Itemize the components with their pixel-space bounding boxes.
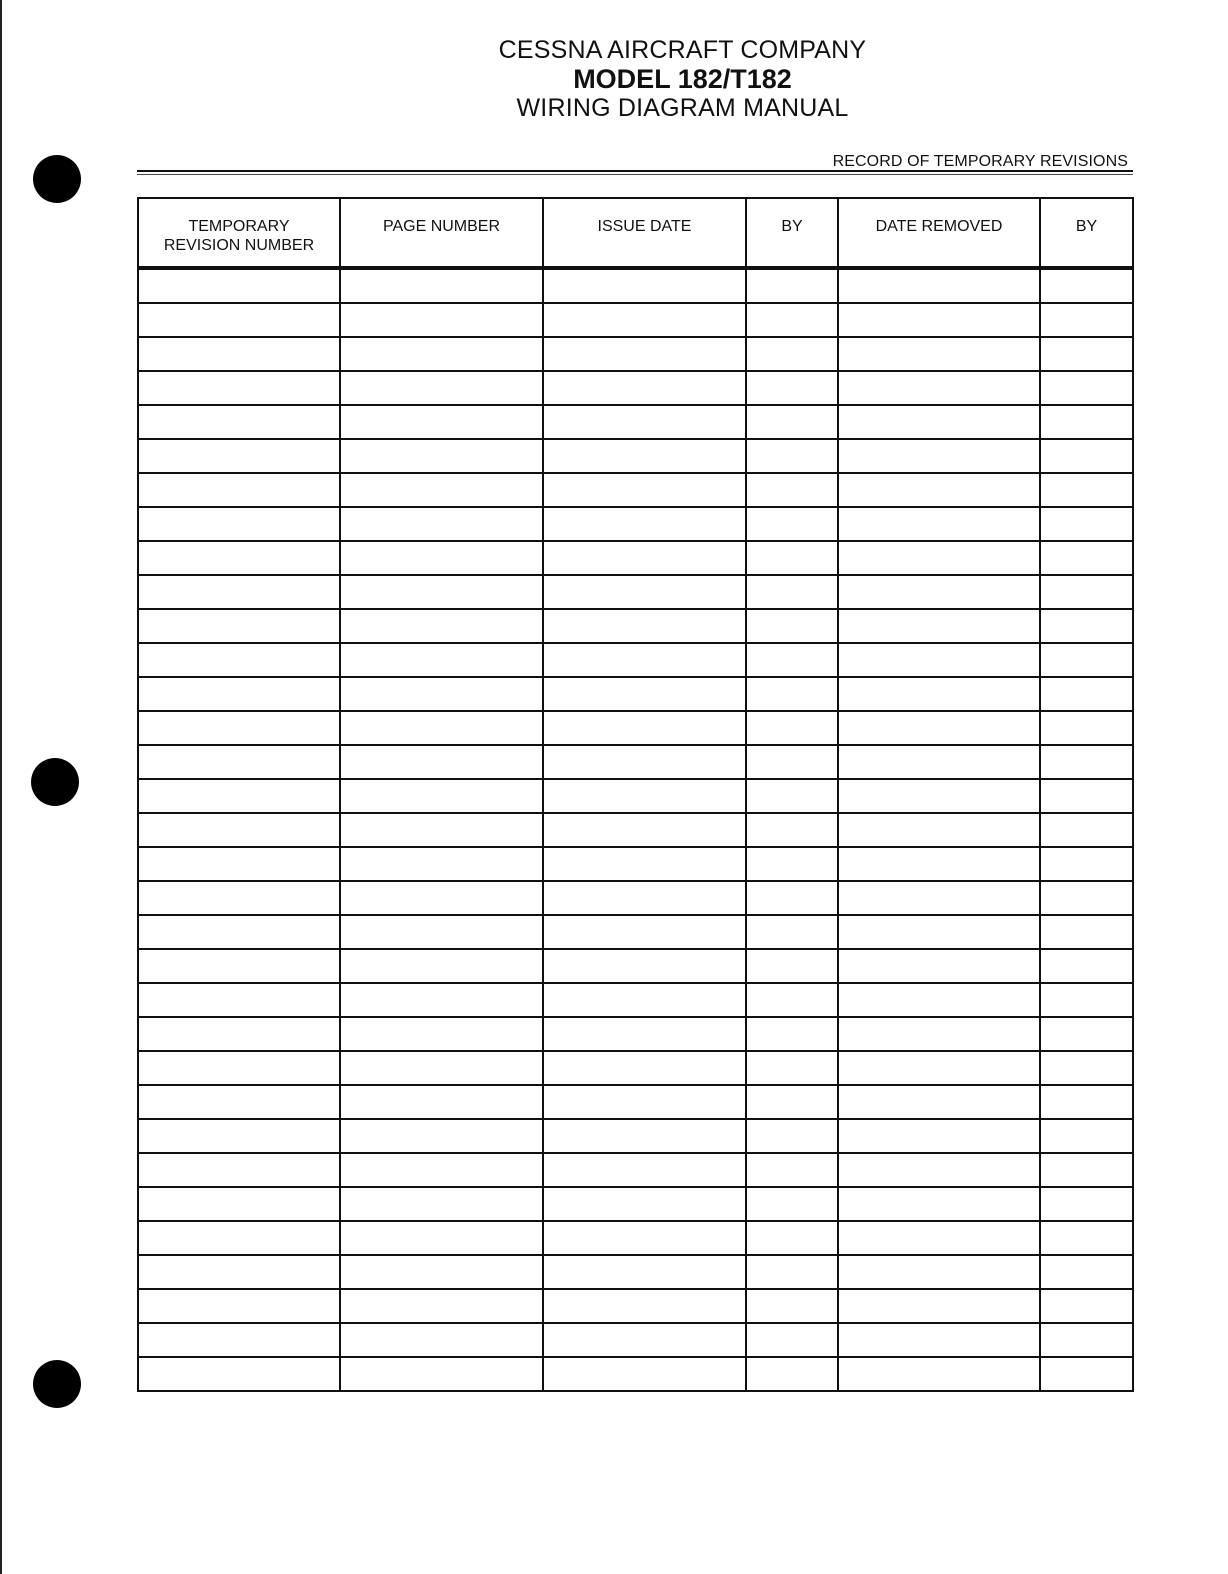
removed-by-cell	[1040, 813, 1133, 847]
issue-date-cell	[543, 881, 746, 915]
page-number-cell	[340, 303, 543, 337]
table-row	[138, 507, 1133, 541]
removed-by-cell	[1040, 1357, 1133, 1391]
issue-date-cell	[543, 813, 746, 847]
removed-by-cell	[1040, 1153, 1133, 1187]
date-removed-cell	[838, 1221, 1040, 1255]
table-row	[138, 1289, 1133, 1323]
revision-number-cell	[138, 1119, 340, 1153]
binder-punch-hole	[33, 155, 81, 203]
by-cell	[746, 473, 838, 507]
table-row	[138, 473, 1133, 507]
column-header-page-number: PAGE NUMBER	[340, 198, 543, 268]
date-removed-cell	[838, 541, 1040, 575]
table-row	[138, 1051, 1133, 1085]
revision-number-cell	[138, 575, 340, 609]
revision-number-cell	[138, 949, 340, 983]
date-removed-cell	[838, 779, 1040, 813]
removed-by-cell	[1040, 1119, 1133, 1153]
issue-date-cell	[543, 711, 746, 745]
page-number-cell	[340, 1323, 543, 1357]
issue-date-cell	[543, 1357, 746, 1391]
table-row	[138, 983, 1133, 1017]
table-row	[138, 745, 1133, 779]
revision-number-cell	[138, 1017, 340, 1051]
removed-by-cell	[1040, 779, 1133, 813]
revision-number-cell	[138, 983, 340, 1017]
date-removed-cell	[838, 371, 1040, 405]
date-removed-cell	[838, 983, 1040, 1017]
table-row	[138, 337, 1133, 371]
page-number-cell	[340, 711, 543, 745]
by-cell	[746, 1085, 838, 1119]
by-cell	[746, 1323, 838, 1357]
revision-number-cell	[138, 847, 340, 881]
by-cell	[746, 1051, 838, 1085]
page-number-cell	[340, 779, 543, 813]
by-cell	[746, 677, 838, 711]
by-cell	[746, 1187, 838, 1221]
page-number-cell	[340, 473, 543, 507]
page-number-cell	[340, 1051, 543, 1085]
by-cell	[746, 915, 838, 949]
binder-punch-hole	[33, 1360, 81, 1408]
by-cell	[746, 303, 838, 337]
by-cell	[746, 1289, 838, 1323]
by-cell	[746, 541, 838, 575]
date-removed-cell	[838, 1357, 1040, 1391]
date-removed-cell	[838, 949, 1040, 983]
issue-date-cell	[543, 609, 746, 643]
table-row	[138, 643, 1133, 677]
table-row	[138, 1187, 1133, 1221]
revision-record-table	[137, 197, 1134, 1392]
removed-by-cell	[1040, 303, 1133, 337]
removed-by-cell	[1040, 1323, 1133, 1357]
table-row	[138, 1085, 1133, 1119]
by-cell	[746, 337, 838, 371]
removed-by-cell	[1040, 677, 1133, 711]
by-cell	[746, 1221, 838, 1255]
column-header-temporary-revision-number: TEMPORARY REVISION NUMBER	[138, 198, 340, 268]
issue-date-cell	[543, 677, 746, 711]
removed-by-cell	[1040, 1187, 1133, 1221]
revision-number-cell	[138, 1085, 340, 1119]
issue-date-cell	[543, 643, 746, 677]
header-rule-thin	[137, 174, 1133, 175]
removed-by-cell	[1040, 268, 1133, 303]
page-number-cell	[340, 439, 543, 473]
date-removed-cell	[838, 847, 1040, 881]
table-row	[138, 1323, 1133, 1357]
issue-date-cell	[543, 405, 746, 439]
column-header-issue-date: ISSUE DATE	[543, 198, 746, 268]
date-removed-cell	[838, 677, 1040, 711]
revision-number-cell	[138, 1289, 340, 1323]
revision-number-cell	[138, 473, 340, 507]
date-removed-cell	[838, 609, 1040, 643]
table-body	[138, 268, 1133, 1391]
page-number-cell	[340, 1085, 543, 1119]
column-header-by: BY	[746, 198, 838, 268]
removed-by-cell	[1040, 473, 1133, 507]
removed-by-cell	[1040, 1051, 1133, 1085]
date-removed-cell	[838, 1017, 1040, 1051]
issue-date-cell	[543, 847, 746, 881]
revision-number-cell	[138, 1153, 340, 1187]
page-number-cell	[340, 1017, 543, 1051]
page-number-cell	[340, 1119, 543, 1153]
table-row	[138, 541, 1133, 575]
by-cell	[746, 439, 838, 473]
issue-date-cell	[543, 337, 746, 371]
table-row	[138, 881, 1133, 915]
table-row	[138, 1221, 1133, 1255]
revision-number-cell	[138, 268, 340, 303]
by-cell	[746, 643, 838, 677]
issue-date-cell	[543, 915, 746, 949]
by-cell	[746, 1119, 838, 1153]
by-cell	[746, 1153, 838, 1187]
table-row	[138, 1017, 1133, 1051]
date-removed-cell	[838, 507, 1040, 541]
revision-number-cell	[138, 507, 340, 541]
date-removed-cell	[838, 337, 1040, 371]
removed-by-cell	[1040, 983, 1133, 1017]
revision-number-cell	[138, 711, 340, 745]
removed-by-cell	[1040, 881, 1133, 915]
removed-by-cell	[1040, 711, 1133, 745]
page-number-cell	[340, 915, 543, 949]
issue-date-cell	[543, 303, 746, 337]
revision-number-cell	[138, 881, 340, 915]
model-title: MODEL 182/T182	[573, 64, 792, 94]
header-rule	[137, 170, 1133, 172]
table-row	[138, 1255, 1133, 1289]
issue-date-cell	[543, 507, 746, 541]
page-left-edge	[0, 0, 2, 1574]
by-cell	[746, 575, 838, 609]
page-number-cell	[340, 677, 543, 711]
removed-by-cell	[1040, 1289, 1133, 1323]
by-cell	[746, 745, 838, 779]
removed-by-cell	[1040, 847, 1133, 881]
date-removed-cell	[838, 1153, 1040, 1187]
issue-date-cell	[543, 779, 746, 813]
date-removed-cell	[838, 473, 1040, 507]
table-row	[138, 609, 1133, 643]
removed-by-cell	[1040, 575, 1133, 609]
removed-by-cell	[1040, 915, 1133, 949]
revision-number-cell	[138, 371, 340, 405]
table-row	[138, 813, 1133, 847]
revision-number-cell	[138, 1323, 340, 1357]
date-removed-cell	[838, 1085, 1040, 1119]
date-removed-cell	[838, 405, 1040, 439]
revision-number-cell	[138, 609, 340, 643]
page-number-cell	[340, 1289, 543, 1323]
by-cell	[746, 949, 838, 983]
removed-by-cell	[1040, 1085, 1133, 1119]
issue-date-cell	[543, 1119, 746, 1153]
by-cell	[746, 1357, 838, 1391]
table-row	[138, 1119, 1133, 1153]
page-number-cell	[340, 1255, 543, 1289]
date-removed-cell	[838, 813, 1040, 847]
table-row	[138, 779, 1133, 813]
by-cell	[746, 983, 838, 1017]
table-row	[138, 915, 1133, 949]
page-number-cell	[340, 881, 543, 915]
page-number-cell	[340, 268, 543, 303]
removed-by-cell	[1040, 371, 1133, 405]
binder-punch-hole	[31, 758, 79, 806]
page-number-cell	[340, 1187, 543, 1221]
page-number-cell	[340, 371, 543, 405]
page-number-cell	[340, 745, 543, 779]
issue-date-cell	[543, 1221, 746, 1255]
removed-by-cell	[1040, 1255, 1133, 1289]
by-cell	[746, 609, 838, 643]
table-header-row	[138, 198, 1133, 268]
issue-date-cell	[543, 1289, 746, 1323]
issue-date-cell	[543, 949, 746, 983]
revision-number-cell	[138, 677, 340, 711]
issue-date-cell	[543, 1323, 746, 1357]
by-cell	[746, 268, 838, 303]
removed-by-cell	[1040, 337, 1133, 371]
issue-date-cell	[543, 473, 746, 507]
page-number-cell	[340, 405, 543, 439]
removed-by-cell	[1040, 541, 1133, 575]
date-removed-cell	[838, 439, 1040, 473]
page-number-cell	[340, 541, 543, 575]
issue-date-cell	[543, 1051, 746, 1085]
table-row	[138, 303, 1133, 337]
date-removed-cell	[838, 575, 1040, 609]
by-cell	[746, 711, 838, 745]
revision-number-cell	[138, 337, 340, 371]
by-cell	[746, 371, 838, 405]
page-number-cell	[340, 507, 543, 541]
date-removed-cell	[838, 1255, 1040, 1289]
revision-number-cell	[138, 1187, 340, 1221]
page-number-cell	[340, 337, 543, 371]
issue-date-cell	[543, 575, 746, 609]
page-number-cell	[340, 1221, 543, 1255]
page-number-cell	[340, 609, 543, 643]
issue-date-cell	[543, 439, 746, 473]
issue-date-cell	[543, 268, 746, 303]
issue-date-cell	[543, 983, 746, 1017]
revision-number-cell	[138, 643, 340, 677]
date-removed-cell	[838, 643, 1040, 677]
revision-number-cell	[138, 303, 340, 337]
by-cell	[746, 779, 838, 813]
table-row	[138, 268, 1133, 303]
revision-number-cell	[138, 439, 340, 473]
removed-by-cell	[1040, 745, 1133, 779]
table-row	[138, 575, 1133, 609]
by-cell	[746, 881, 838, 915]
revision-number-cell	[138, 779, 340, 813]
revision-number-cell	[138, 1357, 340, 1391]
by-cell	[746, 1255, 838, 1289]
column-header-by-removed: BY	[1040, 198, 1133, 268]
manual-title: WIRING DIAGRAM MANUAL	[516, 94, 849, 122]
removed-by-cell	[1040, 609, 1133, 643]
column-header-date-removed: DATE REMOVED	[838, 198, 1040, 268]
issue-date-cell	[543, 1153, 746, 1187]
date-removed-cell	[838, 1119, 1040, 1153]
by-cell	[746, 813, 838, 847]
revision-number-cell	[138, 1221, 340, 1255]
table-row	[138, 677, 1133, 711]
removed-by-cell	[1040, 439, 1133, 473]
issue-date-cell	[543, 1017, 746, 1051]
page-number-cell	[340, 983, 543, 1017]
date-removed-cell	[838, 745, 1040, 779]
by-cell	[746, 847, 838, 881]
revision-number-cell	[138, 541, 340, 575]
table-row	[138, 371, 1133, 405]
issue-date-cell	[543, 1187, 746, 1221]
table-row	[138, 711, 1133, 745]
page-number-cell	[340, 643, 543, 677]
date-removed-cell	[838, 268, 1040, 303]
table-row	[138, 439, 1133, 473]
issue-date-cell	[543, 541, 746, 575]
issue-date-cell	[543, 371, 746, 405]
removed-by-cell	[1040, 507, 1133, 541]
issue-date-cell	[543, 1085, 746, 1119]
page-number-cell	[340, 1153, 543, 1187]
removed-by-cell	[1040, 1017, 1133, 1051]
page-number-cell	[340, 813, 543, 847]
section-title: RECORD OF TEMPORARY REVISIONS	[832, 153, 1128, 170]
revision-number-cell	[138, 1051, 340, 1085]
issue-date-cell	[543, 745, 746, 779]
revision-number-cell	[138, 745, 340, 779]
company-name: CESSNA AIRCRAFT COMPANY	[498, 36, 867, 64]
by-cell	[746, 1017, 838, 1051]
revision-number-cell	[138, 915, 340, 949]
page-number-cell	[340, 949, 543, 983]
revision-number-cell	[138, 813, 340, 847]
by-cell	[746, 507, 838, 541]
date-removed-cell	[838, 1323, 1040, 1357]
date-removed-cell	[838, 1187, 1040, 1221]
revision-number-cell	[138, 405, 340, 439]
removed-by-cell	[1040, 949, 1133, 983]
removed-by-cell	[1040, 405, 1133, 439]
revision-number-cell	[138, 1255, 340, 1289]
date-removed-cell	[838, 303, 1040, 337]
removed-by-cell	[1040, 1221, 1133, 1255]
date-removed-cell	[838, 1289, 1040, 1323]
table-row	[138, 847, 1133, 881]
removed-by-cell	[1040, 643, 1133, 677]
table-row	[138, 405, 1133, 439]
issue-date-cell	[543, 1255, 746, 1289]
document-header	[300, 36, 1065, 122]
table-row	[138, 1357, 1133, 1391]
page-number-cell	[340, 1357, 543, 1391]
table-row	[138, 949, 1133, 983]
date-removed-cell	[838, 915, 1040, 949]
date-removed-cell	[838, 711, 1040, 745]
table-row	[138, 1153, 1133, 1187]
page-number-cell	[340, 847, 543, 881]
by-cell	[746, 405, 838, 439]
date-removed-cell	[838, 1051, 1040, 1085]
date-removed-cell	[838, 881, 1040, 915]
page-number-cell	[340, 575, 543, 609]
